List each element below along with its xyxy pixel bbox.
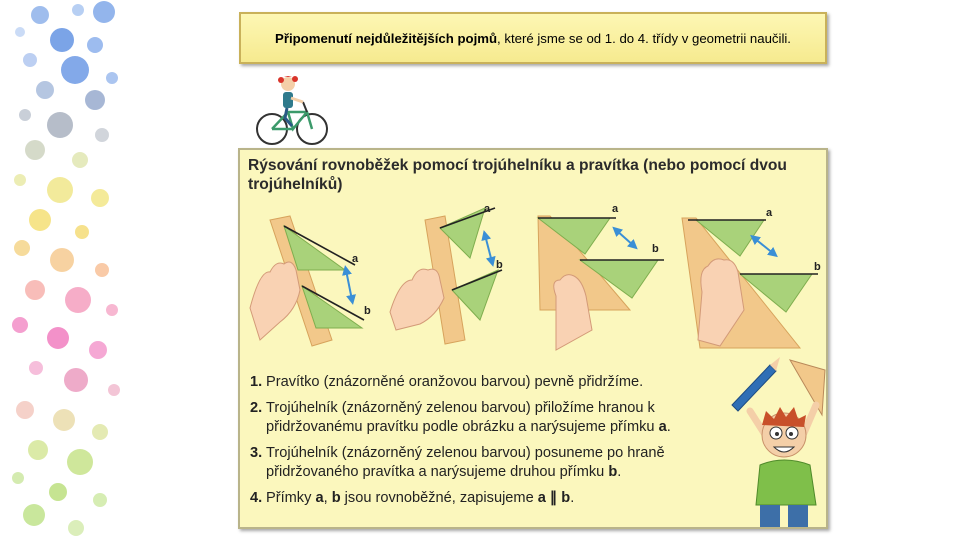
figure-1 (250, 216, 371, 346)
boy-illustration (730, 355, 828, 530)
hand-1 (250, 262, 300, 340)
label-b-1: b (364, 305, 371, 317)
boy-triangle (790, 360, 825, 415)
step-3-body (266, 444, 750, 482)
arrow-3 (616, 230, 634, 246)
step-2-end: . (666, 419, 671, 435)
boy-pencil (732, 365, 776, 411)
step-3-number: 3. (250, 445, 263, 461)
step-4-text2: jsou rovnoběžné, zapisujeme (340, 490, 538, 506)
step-3-line: b (608, 464, 618, 480)
figure-2 (390, 203, 503, 344)
step-4 (250, 489, 750, 508)
label-b-4: b (814, 261, 821, 273)
step-3-text: Trojúhelník (znázorněný zelenou barvou) posuneme po hraně přidržovaného pravítka a narýsujeme druhou přímku (266, 445, 665, 480)
arrow-2 (485, 235, 492, 262)
step-1-number: 1. (250, 374, 263, 390)
step-2-text: Trojúhelník (znázorněný zelenou barvou) přiložíme hranou k přidržovanému pravítku podle obrázku a narýsujeme přímku (266, 400, 659, 435)
step-4-line-b: b (331, 490, 341, 506)
label-a-3: a (612, 203, 619, 215)
label-b-2: b (496, 259, 503, 271)
header-bold-text: Připomenutí nejdůležitějších pojmů (275, 30, 498, 46)
figure-3 (538, 203, 664, 350)
step-4-body (266, 489, 750, 508)
steps-list (250, 373, 750, 515)
label-a-1: a (352, 253, 359, 265)
step-1 (250, 373, 750, 392)
instruction-panel (238, 148, 828, 529)
hand-2 (390, 269, 444, 330)
step-4-number: 4. (250, 490, 263, 506)
step-2-line: a (658, 419, 667, 435)
figure-4 (682, 207, 821, 348)
label-a-4: a (766, 207, 773, 219)
step-3 (250, 444, 750, 482)
arrow-1 (346, 270, 352, 300)
step-2-number: 2. (250, 400, 263, 416)
panel-title: Rýsování rovnoběžek pomocí trojúhelníku a pravítka (nebo pomocí dvou trojúhelníků) (248, 157, 787, 193)
step-3-end: . (617, 464, 622, 480)
label-b-3: b (652, 243, 659, 255)
step-4-mid: , (323, 490, 332, 506)
step-4-text: Přímky (266, 490, 316, 506)
arrow-4 (754, 238, 774, 254)
header-banner (239, 12, 827, 64)
step-1-text: Pravítko (znázorněné oranžovou barvou) pevně přidržíme. (266, 374, 644, 390)
cyclist-illustration (255, 72, 330, 148)
step-4-notation: a ∥ b (537, 490, 571, 506)
decorative-bubbles (0, 0, 140, 540)
label-a-2: a (484, 203, 491, 215)
step-4-line-a: a (315, 490, 324, 506)
step-4-end: . (570, 490, 575, 506)
step-2 (250, 399, 750, 437)
step-2-body (266, 399, 750, 437)
header-rest-text: , které jsme se od 1. do 4. třídy v geometrii naučili. (497, 30, 791, 46)
